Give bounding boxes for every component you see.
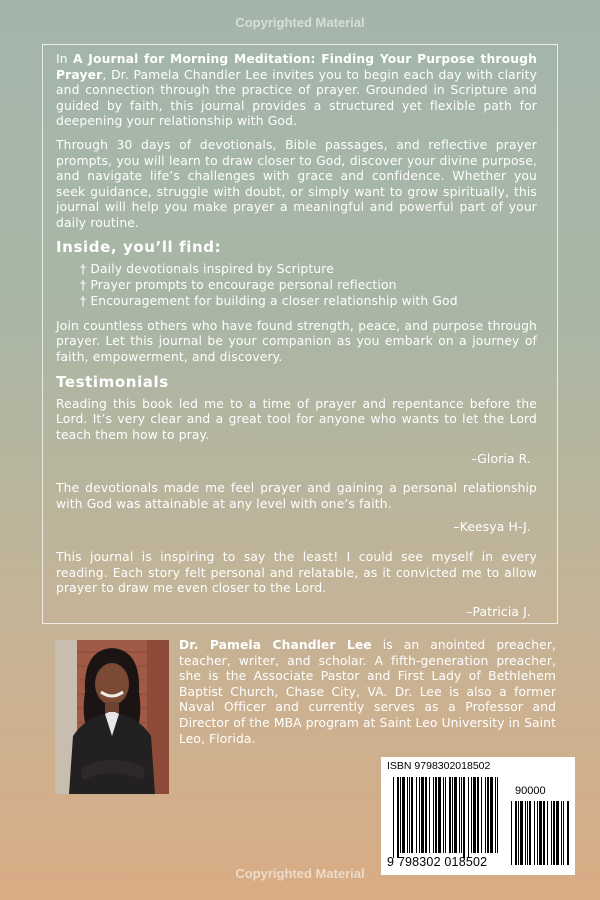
barcode-bar bbox=[511, 801, 512, 865]
author-bio bbox=[179, 638, 556, 747]
barcode-bar bbox=[443, 777, 444, 853]
barcode-bar bbox=[411, 777, 413, 853]
testimonial bbox=[56, 550, 537, 620]
barcode-bar bbox=[547, 801, 548, 865]
barcode-bar bbox=[463, 777, 465, 858]
barcode-bar bbox=[518, 801, 519, 865]
barcode-bar bbox=[433, 777, 434, 853]
testimonial-quote: Reading this book led me to a time of prayer and repentance before the Lord. It’s very clear and a great tool for anyone who wants to let the Lord teach them how to pray. bbox=[56, 396, 537, 443]
barcode-bar bbox=[537, 801, 538, 865]
list-item: † Prayer prompts to encourage personal reflection bbox=[80, 277, 397, 292]
barcode-bar bbox=[495, 777, 496, 853]
barcode-bar bbox=[525, 801, 526, 865]
barcode-bar bbox=[393, 777, 394, 858]
testimonial-author: –Patricia J. bbox=[466, 604, 531, 619]
barcode-bar bbox=[407, 777, 408, 853]
book-title: A Journal for Morning Meditation: Finding Your Purpose through Prayer bbox=[56, 52, 538, 82]
barcode-bar bbox=[477, 777, 479, 853]
testimonial-quote: This journal is inspiring to say the least! I could see myself in every reading. Each story felt personal and relatable, as it convicted me to allow prayer to draw me even closer to the Lord. bbox=[56, 550, 537, 596]
isbn-barcode bbox=[381, 757, 575, 875]
barcode-bar bbox=[416, 777, 417, 853]
barcode-bar bbox=[481, 777, 482, 853]
barcode-bar bbox=[425, 777, 427, 853]
barcode-bar bbox=[551, 801, 552, 865]
barcode-bar bbox=[515, 801, 517, 865]
barcode-bar bbox=[563, 801, 564, 865]
barcode-bar bbox=[527, 801, 528, 865]
barcode-bar bbox=[487, 777, 489, 853]
barcode-bar bbox=[452, 777, 453, 853]
join-paragraph: Join countless others who have found strength, peace, and purpose through prayer. Let this journal be your companion as you embark on a journey of faith, empowerment, and discovery. bbox=[56, 318, 537, 364]
inside-list bbox=[56, 262, 537, 309]
barcode-bar bbox=[419, 777, 420, 853]
testimonial bbox=[56, 481, 537, 536]
barcode-bar bbox=[490, 777, 493, 853]
barcode-bar bbox=[454, 777, 457, 853]
barcode-bar bbox=[461, 777, 462, 853]
intro-paragraph bbox=[56, 52, 537, 130]
barcode-bar bbox=[402, 777, 405, 853]
barcode-bar bbox=[400, 777, 401, 853]
author-photo bbox=[55, 640, 169, 794]
barcode-bar bbox=[543, 801, 545, 865]
isbn-digits: 9 798302 018502 bbox=[387, 855, 488, 869]
barcode-bar bbox=[438, 777, 441, 853]
author-photo-illustration bbox=[55, 640, 169, 794]
testimonials-heading: Testimonials bbox=[56, 373, 169, 392]
author-bio-text: is an anointed preacher, teacher, writer, and scholar. A fifth-generation preacher, she is the Associate Pastor and First Lady of Bethlehem Baptist Church, Chase City, VA. Dr. Lee is also a former Naval Officer and currently serves as a Professor and Director of the MBA program at Saint Leo University in Saint Leo, Florida. bbox=[179, 638, 556, 746]
barcode-bar bbox=[556, 801, 559, 865]
author-name: Dr. Pamela Chandler Lee bbox=[179, 638, 372, 652]
barcode-bar bbox=[449, 777, 451, 853]
barcode-bar bbox=[561, 801, 562, 865]
barcode-bar bbox=[529, 801, 531, 865]
inside-heading: Inside, you’ll find: bbox=[56, 237, 222, 256]
barcode-bar bbox=[435, 777, 437, 853]
barcode-bar bbox=[421, 777, 424, 853]
barcode-bar bbox=[485, 777, 486, 853]
barcode-bar bbox=[534, 801, 535, 865]
barcode-bar bbox=[445, 777, 446, 853]
barcode-bar bbox=[520, 801, 523, 865]
barcode-bar bbox=[497, 777, 498, 853]
list-item: † Encouragement for building a closer relationship with God bbox=[80, 293, 458, 308]
barcode-bar bbox=[468, 777, 469, 858]
barcode-bar bbox=[409, 777, 410, 853]
back-cover-text bbox=[56, 52, 537, 634]
barcode-bar bbox=[567, 801, 569, 865]
list-item: † Daily devotionals inspired by Scripture bbox=[80, 262, 334, 277]
watermark-bottom: Copyrighted Material bbox=[235, 866, 365, 881]
barcode-bar bbox=[429, 777, 430, 853]
testimonial-author: –Keesya H-J. bbox=[453, 520, 531, 535]
barcode-bar bbox=[539, 801, 542, 865]
testimonial-author: –Gloria R. bbox=[470, 451, 531, 466]
price-code: 90000 bbox=[515, 785, 546, 797]
barcode-bar bbox=[553, 801, 555, 865]
intro-rest: , Dr. Pamela Chandler Lee invites you to begin each day with clarity and connection through the practice of prayer. Grounded in Scripture and guided by faith, this journal provides a structured yet flexible path for deepening your relationship with God. bbox=[56, 67, 537, 129]
barcode-bar bbox=[473, 777, 476, 853]
description-paragraph: Through 30 days of devotionals, Bible passages, and reflective prayer prompts, you will learn to draw closer to God, discover your divine purpose, and navigate life’s challenges with grace and confidence. Whether you seek guidance, struggle with doubt, or simply want to grow spiritually, this journal will help you make prayer a meaningful and powerful part of your daily routine. bbox=[56, 137, 537, 230]
testimonial-quote: The devotionals made me feel prayer and gaining a personal relationship with God was attainable at any level with one’s faith. bbox=[56, 481, 537, 511]
intro-lead: In bbox=[56, 52, 73, 66]
isbn-label: ISBN 9798302018502 bbox=[387, 760, 491, 772]
barcode-bar bbox=[459, 777, 460, 853]
barcode-bar bbox=[471, 777, 472, 853]
testimonial bbox=[56, 397, 537, 467]
watermark-top: Copyrighted Material bbox=[235, 15, 365, 30]
barcode-bar bbox=[397, 777, 399, 858]
